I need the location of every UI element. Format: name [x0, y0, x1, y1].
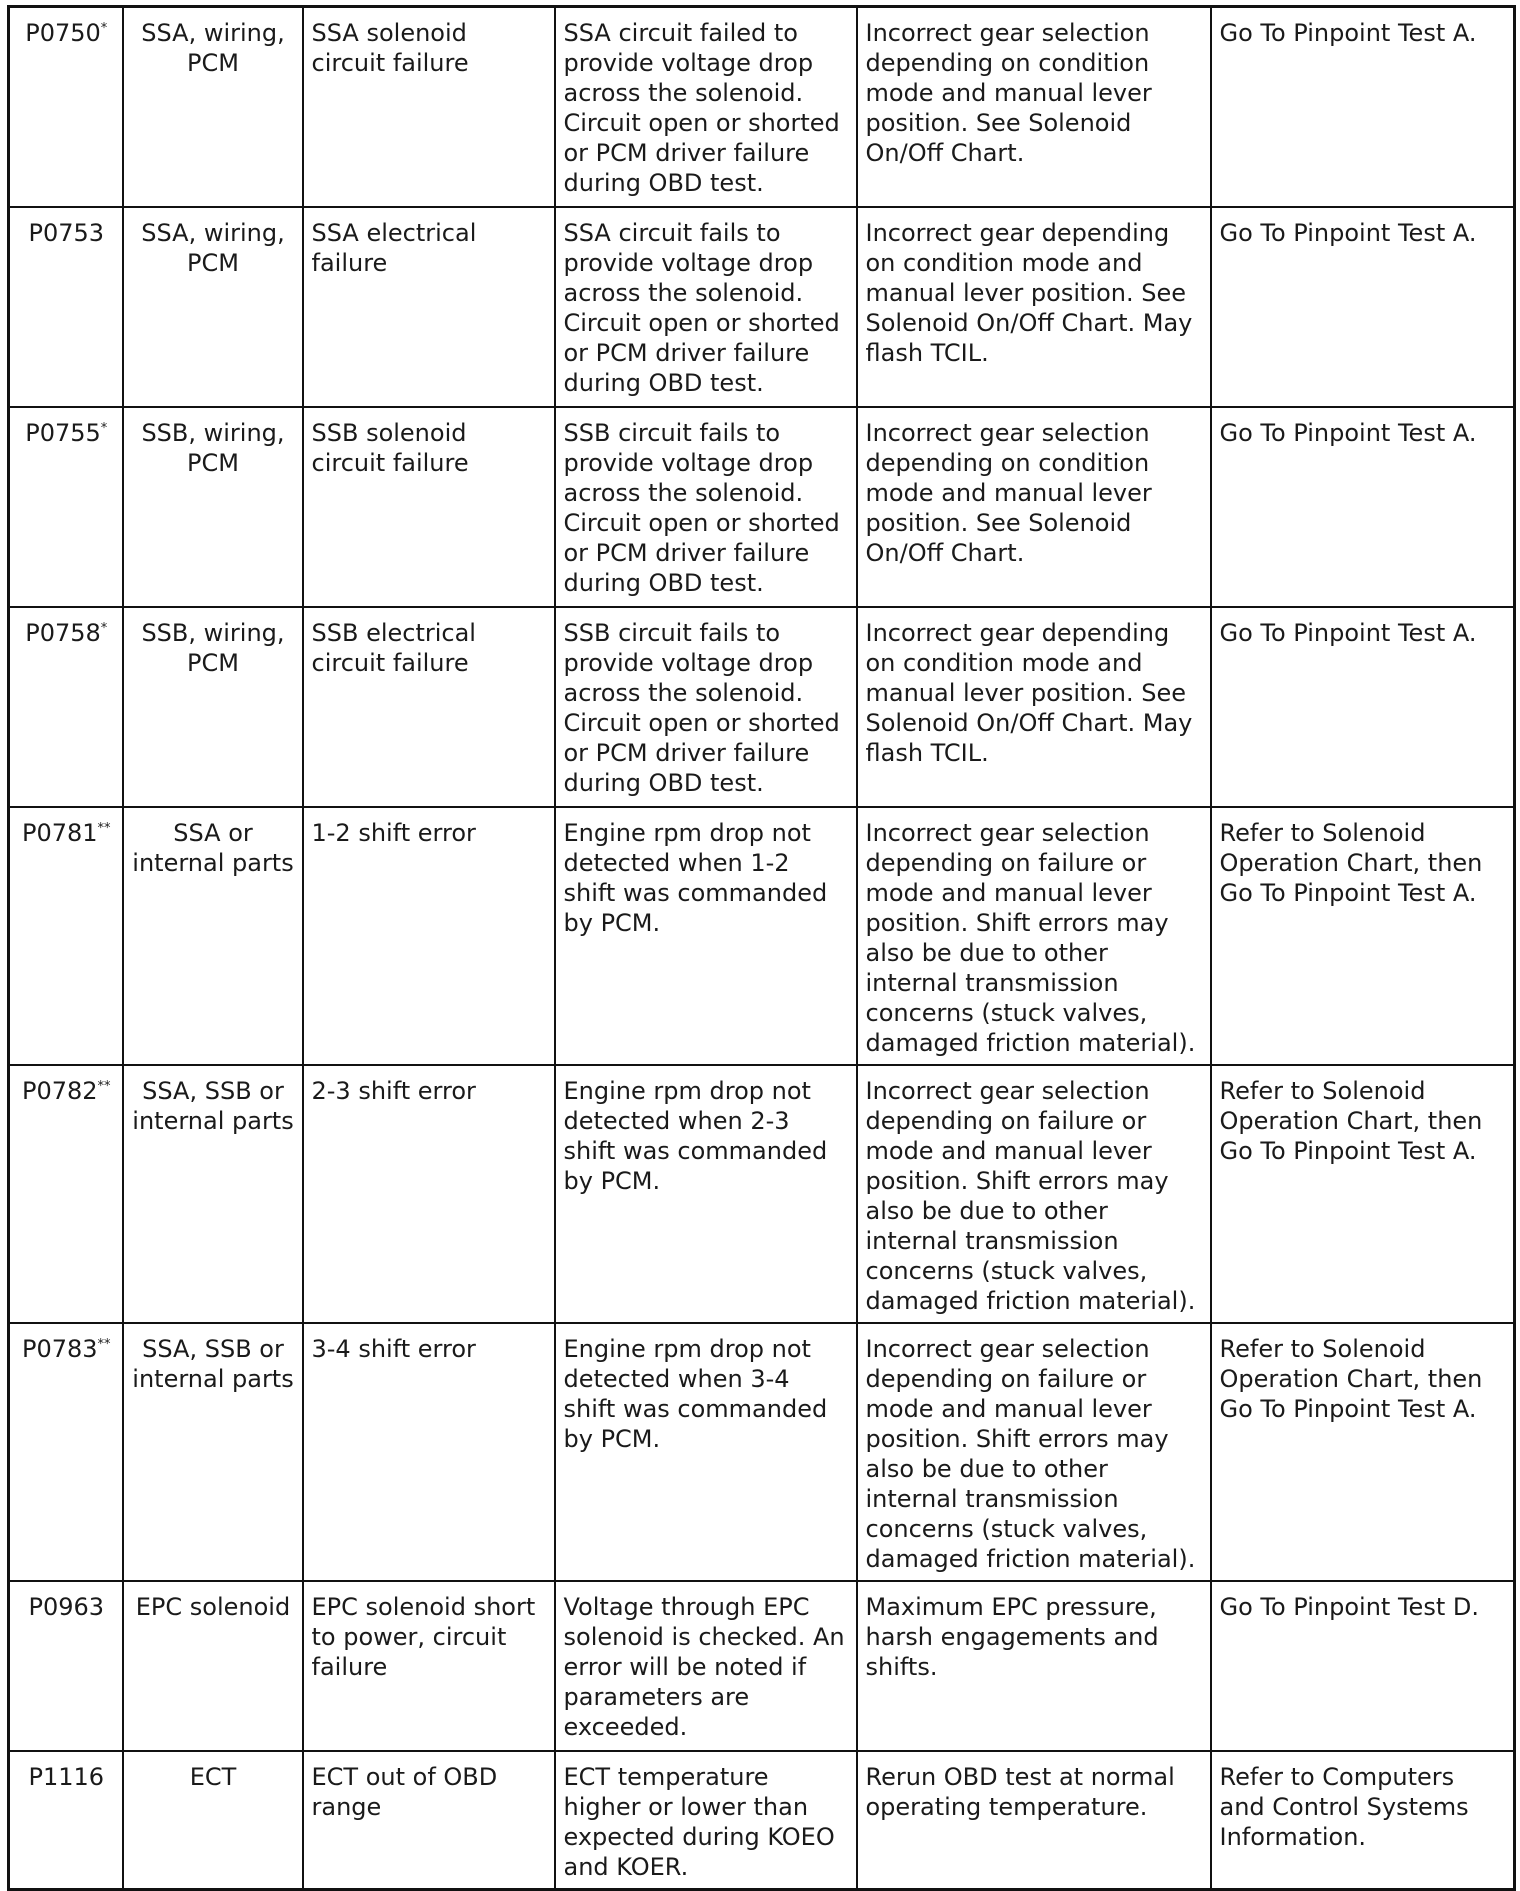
- table-row: [9, 1751, 1515, 1890]
- dtc-footnote-mark: *: [100, 21, 108, 36]
- dtc-code-cell: [9, 1065, 123, 1323]
- dtc-table: [7, 5, 1516, 1891]
- action-cell: Go To Pinpoint Test A.: [1211, 7, 1515, 208]
- component-cell: SSA or internal parts: [123, 807, 303, 1065]
- action-cell: Go To Pinpoint Test D.: [1211, 1581, 1515, 1751]
- symptom-cell: Incorrect gear selection depending on condition mode and manual lever position. See Solenoid On/Off Chart.: [857, 7, 1211, 208]
- component-cell: SSB, wiring, PCM: [123, 407, 303, 607]
- dtc-code: P0758: [25, 619, 101, 647]
- action-cell: Refer to Solenoid Operation Chart, then Go To Pinpoint Test A.: [1211, 807, 1515, 1065]
- symptom-cell: Incorrect gear selection depending on condition mode and manual lever position. See Solenoid On/Off Chart.: [857, 407, 1211, 607]
- description-cell: SSA circuit failed to provide voltage drop across the solenoid. Circuit open or shorted or PCM driver failure during OBD test.: [555, 7, 857, 208]
- symptom-cell: Incorrect gear selection depending on failure or mode and manual lever position. Shift errors may also be due to other internal transmission concerns (stuck valves, damaged friction material).: [857, 807, 1211, 1065]
- symptom-cell: Rerun OBD test at normal operating temperature.: [857, 1751, 1211, 1890]
- dtc-code-cell: [9, 1751, 123, 1890]
- description-cell: SSB circuit fails to provide voltage drop across the solenoid. Circuit open or shorted or PCM driver failure during OBD test.: [555, 607, 857, 807]
- description-cell: SSB circuit fails to provide voltage drop across the solenoid. Circuit open or shorted or PCM driver failure during OBD test.: [555, 407, 857, 607]
- table-row: [9, 207, 1515, 407]
- dtc-footnote-mark: **: [97, 821, 111, 836]
- dtc-code: P0782: [21, 1077, 98, 1105]
- component-cell: EPC solenoid: [123, 1581, 303, 1751]
- action-cell: Go To Pinpoint Test A.: [1211, 407, 1515, 607]
- description-cell: Engine rpm drop not detected when 3-4 shift was commanded by PCM.: [555, 1323, 857, 1581]
- dtc-code: P0783: [21, 1335, 98, 1363]
- action-cell: Go To Pinpoint Test A.: [1211, 607, 1515, 807]
- dtc-code: P0750: [25, 19, 101, 47]
- description-cell: Voltage through EPC solenoid is checked. An error will be noted if parameters are exceeded.: [555, 1581, 857, 1751]
- condition-cell: 3-4 shift error: [303, 1323, 555, 1581]
- dtc-code-cell: [9, 1581, 123, 1751]
- action-cell: Refer to Solenoid Operation Chart, then Go To Pinpoint Test A.: [1211, 1323, 1515, 1581]
- dtc-code-cell: [9, 407, 123, 607]
- description-cell: ECT temperature higher or lower than expected during KOEO and KOER.: [555, 1751, 857, 1890]
- component-cell: SSA, SSB or internal parts: [123, 1065, 303, 1323]
- description-cell: Engine rpm drop not detected when 2-3 shift was commanded by PCM.: [555, 1065, 857, 1323]
- table-row: [9, 807, 1515, 1065]
- table-row: [9, 1323, 1515, 1581]
- dtc-footnote-mark: **: [97, 1079, 111, 1094]
- description-cell: Engine rpm drop not detected when 1-2 shift was commanded by PCM.: [555, 807, 857, 1065]
- dtc-code-cell: [9, 1323, 123, 1581]
- dtc-footnote-mark: *: [100, 621, 108, 636]
- symptom-cell: Incorrect gear selection depending on failure or mode and manual lever position. Shift errors may also be due to other internal transmission concerns (stuck valves, damaged friction material).: [857, 1323, 1211, 1581]
- condition-cell: SSA electrical failure: [303, 207, 555, 407]
- symptom-cell: Maximum EPC pressure, harsh engagements and shifts.: [857, 1581, 1211, 1751]
- component-cell: SSB, wiring, PCM: [123, 607, 303, 807]
- condition-cell: 2-3 shift error: [303, 1065, 555, 1323]
- dtc-code-cell: [9, 7, 123, 208]
- dtc-code-cell: [9, 607, 123, 807]
- table-row: [9, 1581, 1515, 1751]
- condition-cell: SSB electrical circuit failure: [303, 607, 555, 807]
- symptom-cell: Incorrect gear depending on condition mode and manual lever position. See Solenoid On/Off Chart. May flash TCIL.: [857, 207, 1211, 407]
- action-cell: Refer to Computers and Control Systems Information.: [1211, 1751, 1515, 1890]
- dtc-code: P1116: [28, 1763, 105, 1791]
- component-cell: SSA, wiring, PCM: [123, 7, 303, 208]
- condition-cell: SSA solenoid circuit failure: [303, 7, 555, 208]
- condition-cell: EPC solenoid short to power, circuit failure: [303, 1581, 555, 1751]
- table-row: [9, 7, 1515, 208]
- dtc-footnote-mark: *: [100, 421, 108, 436]
- condition-cell: 1-2 shift error: [303, 807, 555, 1065]
- action-cell: Go To Pinpoint Test A.: [1211, 207, 1515, 407]
- dtc-code: P0755: [25, 419, 101, 447]
- action-cell: Refer to Solenoid Operation Chart, then Go To Pinpoint Test A.: [1211, 1065, 1515, 1323]
- dtc-code: P0753: [28, 219, 105, 247]
- component-cell: ECT: [123, 1751, 303, 1890]
- symptom-cell: Incorrect gear depending on condition mode and manual lever position. See Solenoid On/Off Chart. May flash TCIL.: [857, 607, 1211, 807]
- description-cell: SSA circuit fails to provide voltage drop across the solenoid. Circuit open or shorted or PCM driver failure during OBD test.: [555, 207, 857, 407]
- table-row: [9, 607, 1515, 807]
- dtc-code: P0781: [21, 819, 98, 847]
- dtc-code: P0963: [28, 1593, 105, 1621]
- table-row: [9, 407, 1515, 607]
- condition-cell: ECT out of OBD range: [303, 1751, 555, 1890]
- table-row: [9, 1065, 1515, 1323]
- symptom-cell: Incorrect gear selection depending on failure or mode and manual lever position. Shift errors may also be due to other internal transmission concerns (stuck valves, damaged friction material).: [857, 1065, 1211, 1323]
- condition-cell: SSB solenoid circuit failure: [303, 407, 555, 607]
- component-cell: SSA, SSB or internal parts: [123, 1323, 303, 1581]
- dtc-code-cell: [9, 207, 123, 407]
- dtc-code-cell: [9, 807, 123, 1065]
- component-cell: SSA, wiring, PCM: [123, 207, 303, 407]
- dtc-footnote-mark: **: [97, 1337, 111, 1352]
